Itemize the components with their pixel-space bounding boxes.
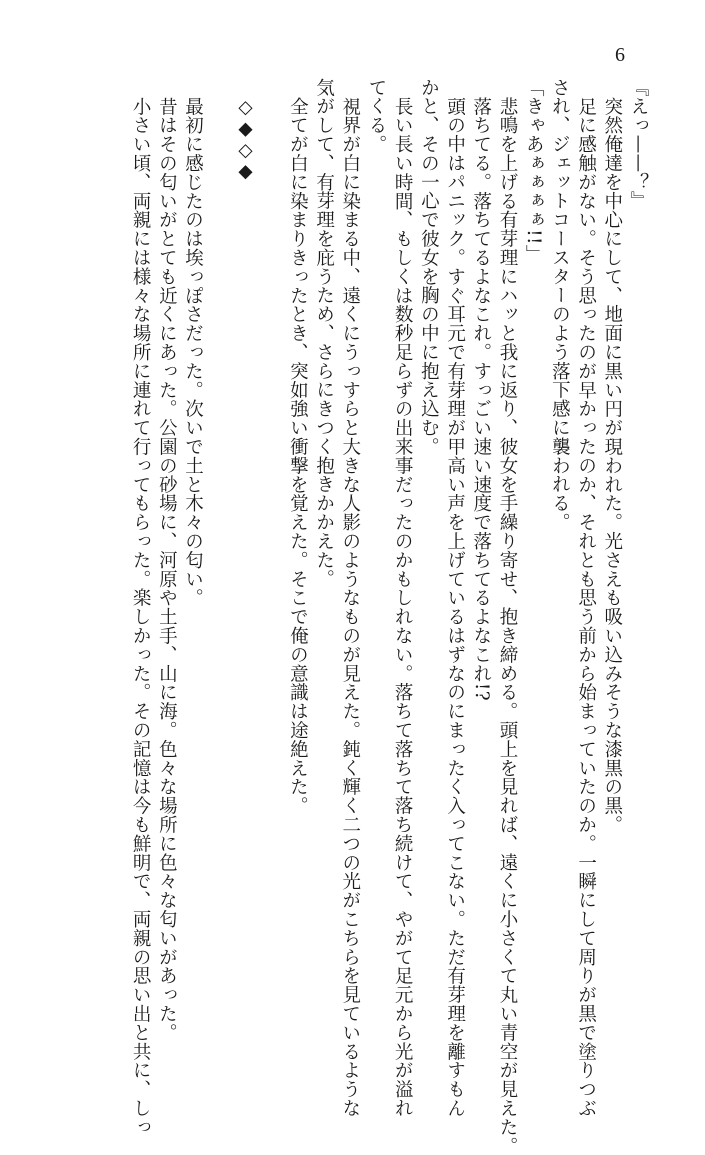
text-line: 頭の中はパニック。すぐ耳元で有芽理が甲高い声を上げているはずなのにまったく入ってこない。ただ有芽理を離すもん xyxy=(444,96,466,1118)
text-line: 視界が白に染まる中、遠くにうっすらと大きな人影のようなものが見えた。鈍く輝く二つの光がこちらを見ているような xyxy=(339,96,361,1118)
text-line: され、ジェットコースターのよう落下感に襲われる。 xyxy=(549,78,571,532)
page-number: 6 xyxy=(615,44,625,66)
text-line: 悲鳴を上げる有芽理にハッと我に返り、彼女を手繰り寄せ、抱き締める。頭上を見れば、遠くに小さくて丸い青空が見えた。 xyxy=(496,96,518,1155)
blank-line xyxy=(258,78,284,958)
text-line: 昔はその匂いがとても近くにあった。公園の砂場に、河原や土手、山に海。色々な場所に色々な匂いがあった。 xyxy=(156,96,178,1042)
vertical-body-text xyxy=(61,78,651,1155)
blank-line xyxy=(206,78,232,958)
text-line: てくる。 xyxy=(365,78,387,154)
text-line: 『えっ——？』 xyxy=(628,78,649,211)
text-line: 突然俺達を中心にして、地面に黒い円が現われた。光さえも吸い込みそうな漆黒の黒。 xyxy=(601,96,623,834)
section-break: ◇◆◇◆ xyxy=(234,96,256,183)
text-line: 全てが白に染まりきったとき、突如強い衝撃を覚えた。そこで俺の意識は途絶えた。 xyxy=(287,96,309,815)
text-line: 足に感触がない。そう思ったのが早かったのか、それとも思う前から始まっていたのか。一瞬にして周りが黒で塗りつぶ xyxy=(575,96,597,1118)
text-line: 長い長い時間、もしくは数秒足らずの出来事だったのかもしれない。落ちて落ちて落ち続けて、やがて足元から光が溢れ xyxy=(392,96,414,1118)
text-line: 落ちてる。落ちてるよなこれ。すっごい速い速度で落ちてるよなこれ!? xyxy=(470,96,492,701)
text-line: 気がして、有芽理を庇うため、さらにきつく抱きかかえた。 xyxy=(313,78,335,589)
text-line: 最初に感じたのは埃っぽさだった。次いで土と木々の匂い。 xyxy=(182,96,204,607)
text-line: 「きゃあぁぁぁぁ!!」 xyxy=(523,78,545,264)
text-line: かと、その一心で彼女を胸の中に抱え込む。 xyxy=(418,78,440,456)
text-line: 小さい頃、両親には様々な場所に連れて行ってもらった。楽しかった。その記憶は今も鮮明で、両親の思い出と共に、しっ xyxy=(130,96,152,1136)
